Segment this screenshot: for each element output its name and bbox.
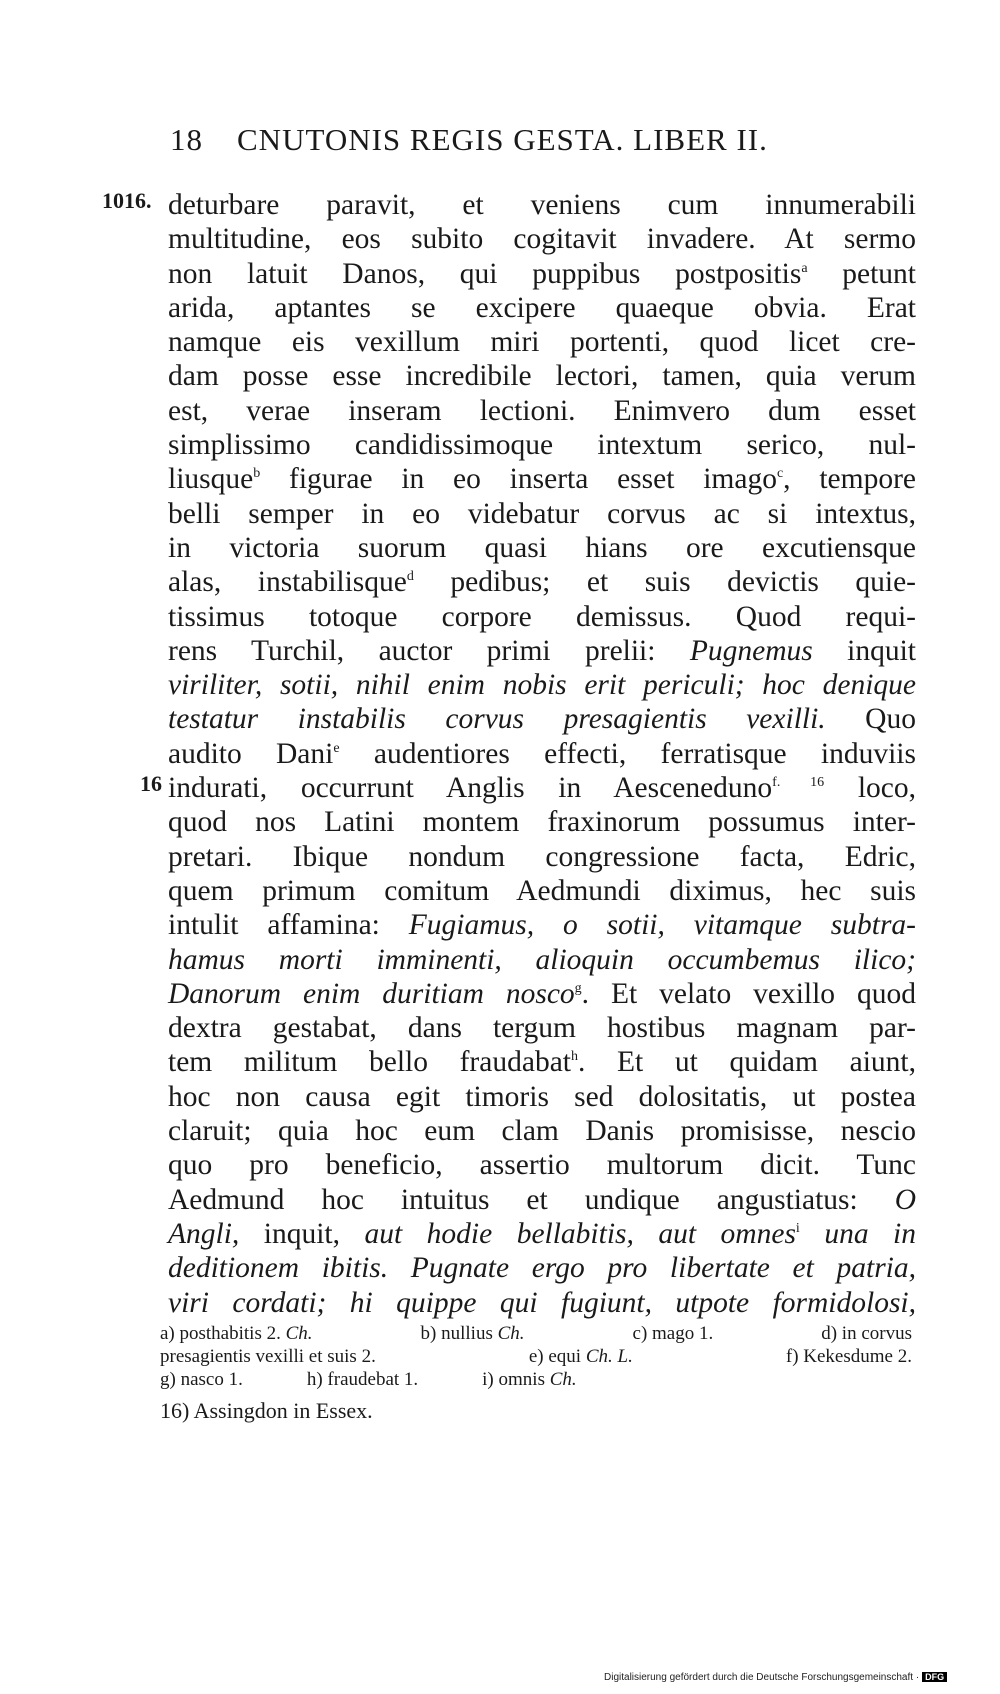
text-line (168, 1011, 916, 1045)
line-text: intulit affamina: Fugiamus, o sotii, vitamque subtra- (168, 909, 916, 942)
text-line (168, 874, 916, 908)
line-text: quem primum comitum Aedmundi diximus, hec suis (168, 874, 916, 907)
text-line (168, 1114, 916, 1148)
line-text: dam posse esse incredibile lectori, tamen, quia verum (168, 360, 916, 393)
line-text: Angli, inquit, aut hodie bellabitis, aut omnes$^i$ una in (168, 1217, 916, 1250)
text-line (168, 565, 916, 599)
footnote-item: a) posthabitis 2. Ch. (160, 1323, 313, 1344)
text-line (168, 943, 916, 977)
text-line (168, 908, 916, 942)
line-text: rens Turchil, auctor primi prelii: Pugnemus inquit (168, 634, 916, 667)
text-line (168, 600, 916, 634)
text-line (168, 462, 916, 496)
line-text: deditionem ibitis. Pugnate ergo pro libertate et patria, (168, 1252, 916, 1285)
text-line (168, 1045, 916, 1079)
text-line (168, 1080, 916, 1114)
text-line (168, 634, 916, 668)
line-text: viriliter, sotii, nihil enim nobis erit periculi; hoc denique (168, 669, 916, 702)
text-line (168, 428, 916, 462)
text-line (168, 1251, 916, 1285)
text-line (168, 325, 916, 359)
text-line (168, 497, 916, 531)
line-text: in victoria suorum quasi hians ore excutiensque (168, 531, 916, 564)
footnote-item: b) nullius Ch. (420, 1323, 525, 1344)
footnote-row (160, 1345, 912, 1368)
footnote-item: f) Kekesdume 2. (785, 1346, 912, 1367)
line-text: quod nos Latini montem fraxinorum possumus inter- (168, 806, 916, 839)
footnote-item: g) nasco 1. (160, 1369, 243, 1390)
line-text: arida, aptantes se excipere quaeque obvia. Erat (168, 291, 916, 324)
footnote-item: c) mago 1. (632, 1323, 714, 1344)
credit-text: Digitalisierung gefördert durch die Deutsche Forschungsgemeinschaft · (604, 1672, 920, 1683)
line-text: dextra gestabat, dans tergum hostibus magnam par- (168, 1012, 916, 1045)
book-label: LIBER II. (633, 122, 768, 157)
text-line (168, 1217, 916, 1251)
line-text: tissimus totoque corpore demissus. Quod requi- (168, 600, 916, 633)
line-text: Danorum enim duritiam nosco$^g$. Et velato vexillo quod (168, 977, 916, 1010)
footnote-item: d) in corvus (821, 1323, 912, 1344)
text-line (168, 531, 916, 565)
text-line (140, 771, 917, 805)
text-line (102, 188, 916, 222)
line-text: non latuit Danos, qui puppibus postpositis$^a$ petunt (168, 257, 916, 290)
dfg-logo: DFG (922, 1672, 947, 1682)
text-line (168, 668, 916, 702)
margin-year: 1016. (102, 188, 152, 213)
text-line (168, 840, 916, 874)
text-line (168, 394, 916, 428)
footnote-row (160, 1368, 912, 1391)
footnote-item: presagientis vexilli et suis 2. (160, 1346, 376, 1367)
editor-note: 16) Assingdon in Essex. (160, 1398, 373, 1423)
line-text: indurati, occurrunt Anglis in Aesceneduno$^{f. 16}$ loco, (168, 772, 917, 805)
line-text: tem militum bello fraudabat$^h$. Et ut quidam aiunt, (168, 1046, 916, 1079)
line-text: alas, instabilisque$^d$ pedibus; et suis devictis quie- (168, 566, 916, 599)
text-line (168, 977, 916, 1011)
text-line (168, 737, 916, 771)
digitization-credit (604, 1672, 947, 1683)
line-text: claruit; quia hoc eum clam Danis promisisse, nescio (168, 1115, 916, 1148)
text-line (168, 805, 916, 839)
line-text: liusque$^b$ figurae in eo inserta esset imago$^c$, tempore (168, 463, 916, 496)
text-line (168, 257, 916, 291)
text-line (168, 1183, 916, 1217)
running-title: CNUTONIS REGIS GESTA. (237, 122, 625, 157)
line-text: est, verae inseram lectioni. Enimvero dum esset (168, 394, 916, 427)
footnote-row (160, 1322, 912, 1345)
text-line (168, 1148, 916, 1182)
body-text (102, 188, 917, 1320)
text-line (168, 291, 916, 325)
margin-note-ref: 16 (140, 771, 162, 797)
text-line (168, 359, 916, 393)
line-text: belli semper in eo videbatur corvus ac si intextus, (168, 497, 916, 530)
footnote-item: h) fraudebat 1. (306, 1369, 419, 1390)
line-text: namque eis vexillum miri portenti, quod licet cre- (168, 326, 916, 359)
running-head (170, 122, 840, 158)
text-line (168, 222, 916, 256)
line-text: testatur instabilis corvus presagientis vexilli. Quo (168, 703, 916, 736)
line-text: simplissimo candidissimoque intextum serico, nul- (168, 429, 916, 462)
line-text: Aedmund hoc intuitus et undique angustiatus: O (168, 1183, 916, 1216)
line-text: quo pro beneficio, assertio multorum dicit. Tunc (168, 1149, 916, 1182)
page-number: 18 (170, 122, 203, 157)
line-text: viri cordati; hi quippe qui fugiunt, utpote formidolosi, (168, 1286, 916, 1319)
line-text: audito Dani$^e$ audentiores effecti, ferratisque induviis (168, 737, 916, 770)
text-line (168, 1286, 916, 1320)
line-text: pretari. Ibique nondum congressione facta, Edric, (168, 840, 916, 873)
footnote-item: i) omnis Ch. (482, 1369, 577, 1390)
line-text: multitudine, eos subito cogitavit invadere. At sermo (168, 223, 916, 256)
line-text: hamus morti imminenti, alioquin occumbemus ilico; (168, 943, 916, 976)
text-line (168, 702, 916, 736)
line-text: deturbare paravit, et veniens cum innumerabili (168, 189, 916, 221)
critical-apparatus (160, 1322, 912, 1391)
line-text: hoc non causa egit timoris sed dolositatis, ut postea (168, 1080, 916, 1113)
footnote-item: e) equi Ch. L. (528, 1346, 633, 1367)
